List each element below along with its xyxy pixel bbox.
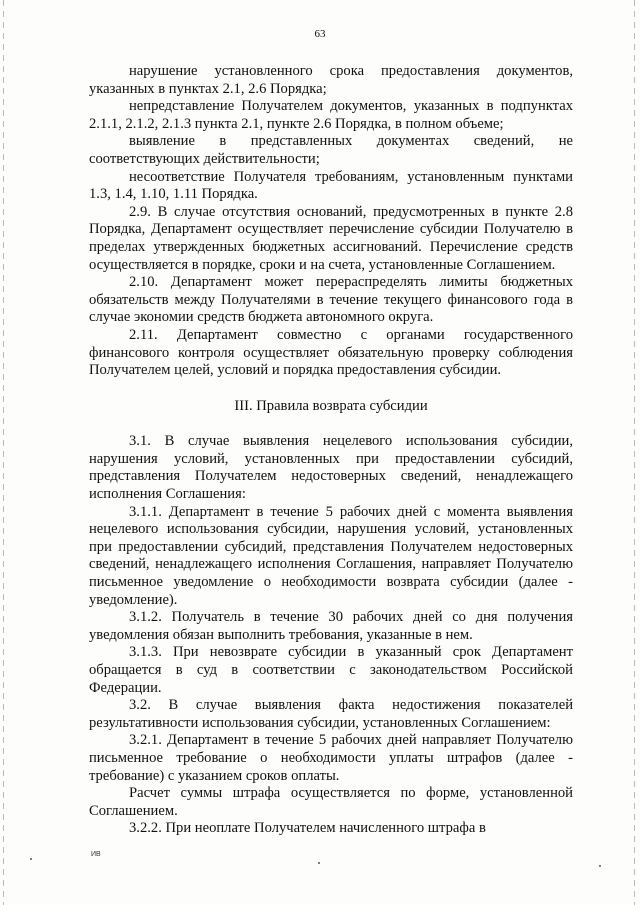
paragraph: 3.1.2. Получатель в течение 30 рабочих дней со дня получения уведомления обязан выполнить требования, указанные в нем. — [89, 609, 573, 643]
paragraph: выявление в представленных документах сведений, не соответствующих действительности; — [89, 133, 573, 167]
footer-code: ИВ — [91, 851, 101, 858]
paragraph: 3.2.2. При неоплате Получателем начисленного штрафа в — [129, 820, 486, 837]
paragraph: 3.2. В случае выявления факта недостижения показателей результативности использования субсидии, установленных Соглашением: — [89, 697, 573, 731]
page-number: 63 — [314, 28, 326, 40]
paragraph: Расчет суммы штрафа осуществляется по форме, установленной Соглашением. — [89, 785, 573, 819]
scan-edge-left — [3, 0, 4, 905]
scan-speck — [599, 865, 601, 867]
scan-speck — [30, 858, 32, 860]
paragraph: 2.9. В случае отсутствия оснований, предусмотренных в пункте 2.8 Порядка, Департамент осуществляет перечисление субсидии Получателю в пределах утвержденных бюджетных ассигнований. Перечисление средств осуществляется в порядке, сроки и на счета, установленные Соглашением. — [89, 203, 573, 273]
paragraph: нарушение установленного срока предоставления документов, указанных в пунктах 2.1, 2.6 Порядка; — [89, 63, 573, 97]
paragraph: несоответствие Получателя требованиям, установленным пунктами 1.3, 1.4, 1.10, 1.11 Порядка. — [89, 168, 573, 203]
paragraph: 3.1. В случае выявления нецелевого использования субсидии, нарушения условий, установленных при предоставлении субсидий, представления Получателем недостоверных сведений, ненадлежащего исполнения Соглашения: — [89, 433, 573, 503]
paragraph: 3.2.1. Департамент в течение 5 рабочих дней направляет Получателю письменное требование о необходимости уплаты штрафов (далее - требование) с указанием сроков оплаты. — [89, 732, 573, 784]
paragraph: 2.11. Департамент совместно с органами государственного финансового контроля осуществляет обязательную проверку соблюдения Получателем целей, условий и порядка предоставления субсидии. — [89, 326, 573, 379]
document-body — [89, 63, 573, 838]
section-title: III. Правила возврата субсидии — [234, 397, 428, 414]
scan-speck — [318, 862, 320, 864]
paragraph: 3.1.1. Департамент в течение 5 рабочих дней с момента выявления нецелевого использования субсидии, нарушения условий, установленных при предоставлении субсидий, представления Получателем недостоверных сведений, ненадлежащего исполнения Соглашения, направляет Получателю письменное уведомление о необходимости возврата субсидии (далее - уведомление). — [89, 503, 573, 608]
paragraph: 2.10. Департамент может перераспределять лимиты бюджетных обязательств между Получателями в течение текущего финансового года в случае экономии средств бюджета автономного округа. — [89, 274, 573, 326]
paragraph: непредставление Получателем документов, указанных в подпунктах 2.1.1, 2.1.2, 2.1.3 пункта 2.1, пункте 2.6 Порядка, в полном объеме; — [89, 98, 573, 132]
paragraph: 3.1.3. При невозврате субсидии в указанный срок Департамент обращается в суд в соответствии с законодательством Российской Федерации. — [89, 644, 573, 696]
scan-edge-right — [634, 0, 635, 905]
